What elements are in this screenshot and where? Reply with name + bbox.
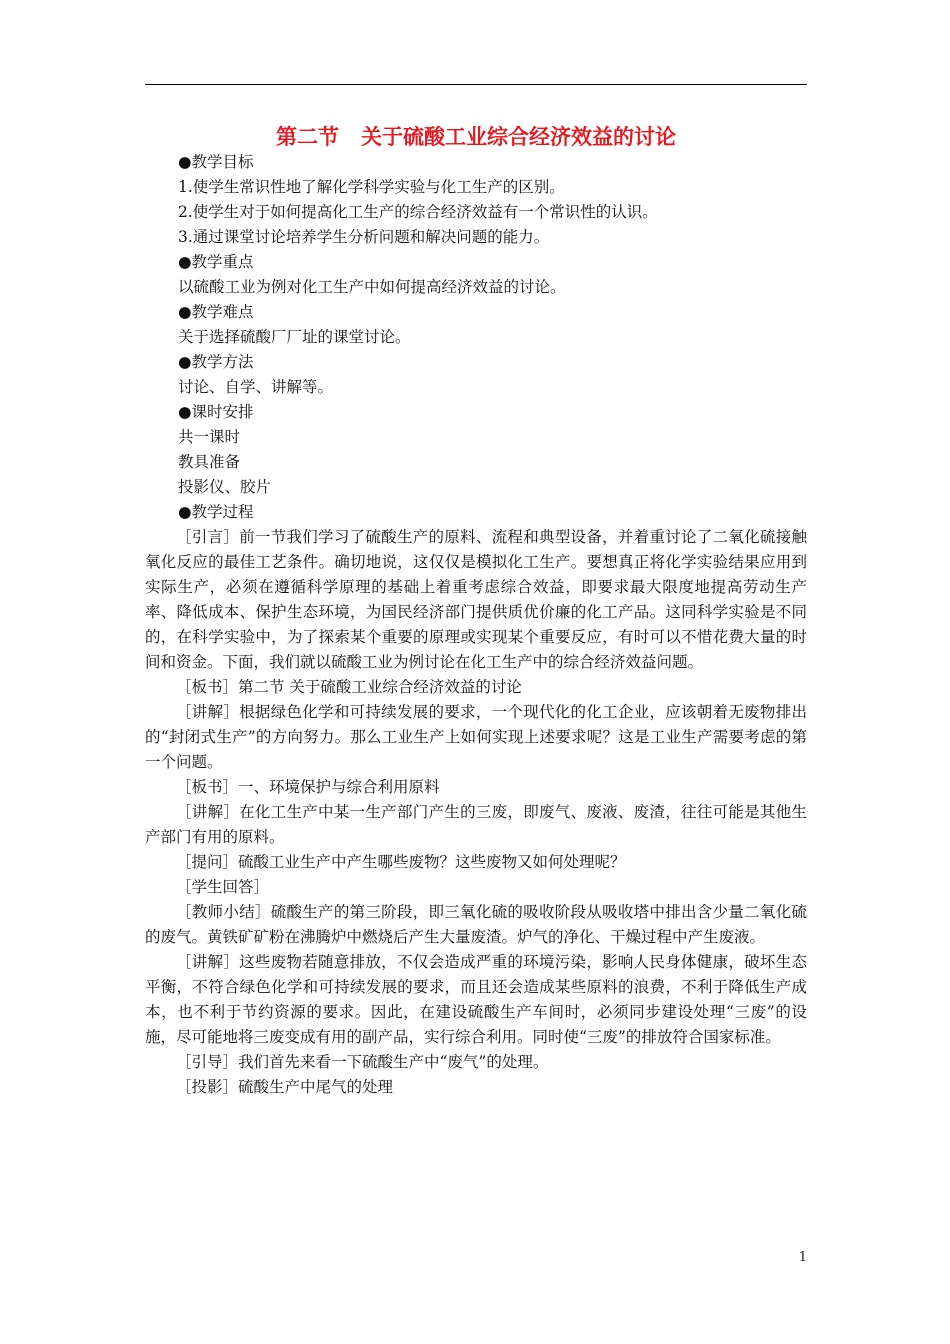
document-body xyxy=(145,150,807,1100)
title-text: 关于硫酸工业综合经济效益的讨论 xyxy=(361,124,676,149)
goal-item: 1.使学生常识性地了解化学科学实验与化工生产的区别。 xyxy=(178,178,565,196)
schedule-heading: ●课时安排 xyxy=(178,403,254,421)
header-rule xyxy=(145,84,807,85)
method-text: 讨论、自学、讲解等。 xyxy=(178,378,334,396)
paragraph-explanation: ［讲解］根据绿色化学和可持续发展的要求，一个现代化的化工企业，应该朝着无废物排出的“封闭式生产”的方向努力。那么工业生产上如何实现上述要求呢？这是工业生产需要考虑的第一个问题。 xyxy=(145,703,807,771)
paragraph-board-section: ［板书］一、环境保护与综合利用原料 xyxy=(176,778,440,796)
paragraph-student-answer: ［学生回答］ xyxy=(176,878,270,896)
difficulty-text: 关于选择硫酸厂厂址的课堂讨论。 xyxy=(178,328,411,346)
key-point-heading: ●教学重点 xyxy=(178,253,254,271)
goal-item: 2.使学生对于如何提高化工生产的综合经济效益有一个常识性的认识。 xyxy=(178,203,658,221)
goal-item: 3.通过课堂讨论培养学生分析问题和解决问题的能力。 xyxy=(178,228,550,246)
title-section-number: 第二节 xyxy=(276,124,339,149)
page-title xyxy=(145,122,807,152)
key-point-text: 以硫酸工业为例对化工生产中如何提高经济效益的讨论。 xyxy=(178,278,566,296)
tools-heading: 教具准备 xyxy=(178,453,241,471)
process-heading: ●教学过程 xyxy=(178,503,254,521)
goals-heading: ●教学目标 xyxy=(178,153,254,171)
paragraph-question: ［提问］硫酸工业生产中产生哪些废物？这些废物又如何处理呢？ xyxy=(176,853,626,871)
method-heading: ●教学方法 xyxy=(178,353,254,371)
paragraph-guidance: ［引导］我们首先来看一下硫酸生产中“废气”的处理。 xyxy=(176,1053,549,1071)
difficulty-heading: ●教学难点 xyxy=(178,303,254,321)
paragraph-teacher-summary: ［教师小结］硫酸生产的第三阶段，即三氧化硫的吸收阶段从吸收塔中排出含少量二氧化硫的废气。黄铁矿矿粉在沸腾炉中燃烧后产生大量废渣。炉气的净化、干燥过程中产生废液。 xyxy=(145,903,807,946)
paragraph-introduction: ［引言］前一节我们学习了硫酸生产的原料、流程和典型设备，并着重讨论了二氧化硫接触氧化反应的最佳工艺条件。确切地说，这仅仅是模拟化工生产。要想真正将化学实验结果应用到实际生产，必须在遵循科学原理的基础上着重考虑综合效益，即要求最大限度地提高劳动生产率、降低成本、保护生态环境，为国民经济部门提供质优价廉的化工产品。这同科学实验是不同的，在科学实验中，为了探索某个重要的原理或实现某个重要反应，有时可以不惜花费大量的时间和资金。下面，我们就以硫酸工业为例讨论在化工生产中的综合经济效益问题。 xyxy=(145,528,807,671)
page-number: 1 xyxy=(798,1250,807,1265)
tools-text: 投影仪、胶片 xyxy=(178,478,272,496)
paragraph-explanation: ［讲解］在化工生产中某一生产部门产生的三废，即废气、废液、废渣，往往可能是其他生产部门有用的原料。 xyxy=(145,803,807,846)
paragraph-board-title: ［板书］第二节 关于硫酸工业综合经济效益的讨论 xyxy=(176,678,522,696)
paragraph-explanation: ［讲解］这些废物若随意排放，不仅会造成严重的环境污染，影响人民身体健康，破坏生态平衡，不符合绿色化学和可持续发展的要求，而且还会造成某些原料的浪费，不利于降低生产成本，也不利于节约资源的要求。因此，在建设硫酸生产车间时，必须同步建设处理“三废”的设施，尽可能地将三废变成有用的副产品，实行综合利用。同时使“三废”的排放符合国家标准。 xyxy=(145,953,807,1046)
schedule-text: 共一课时 xyxy=(178,428,241,446)
paragraph-projection: ［投影］硫酸生产中尾气的处理 xyxy=(176,1078,394,1096)
